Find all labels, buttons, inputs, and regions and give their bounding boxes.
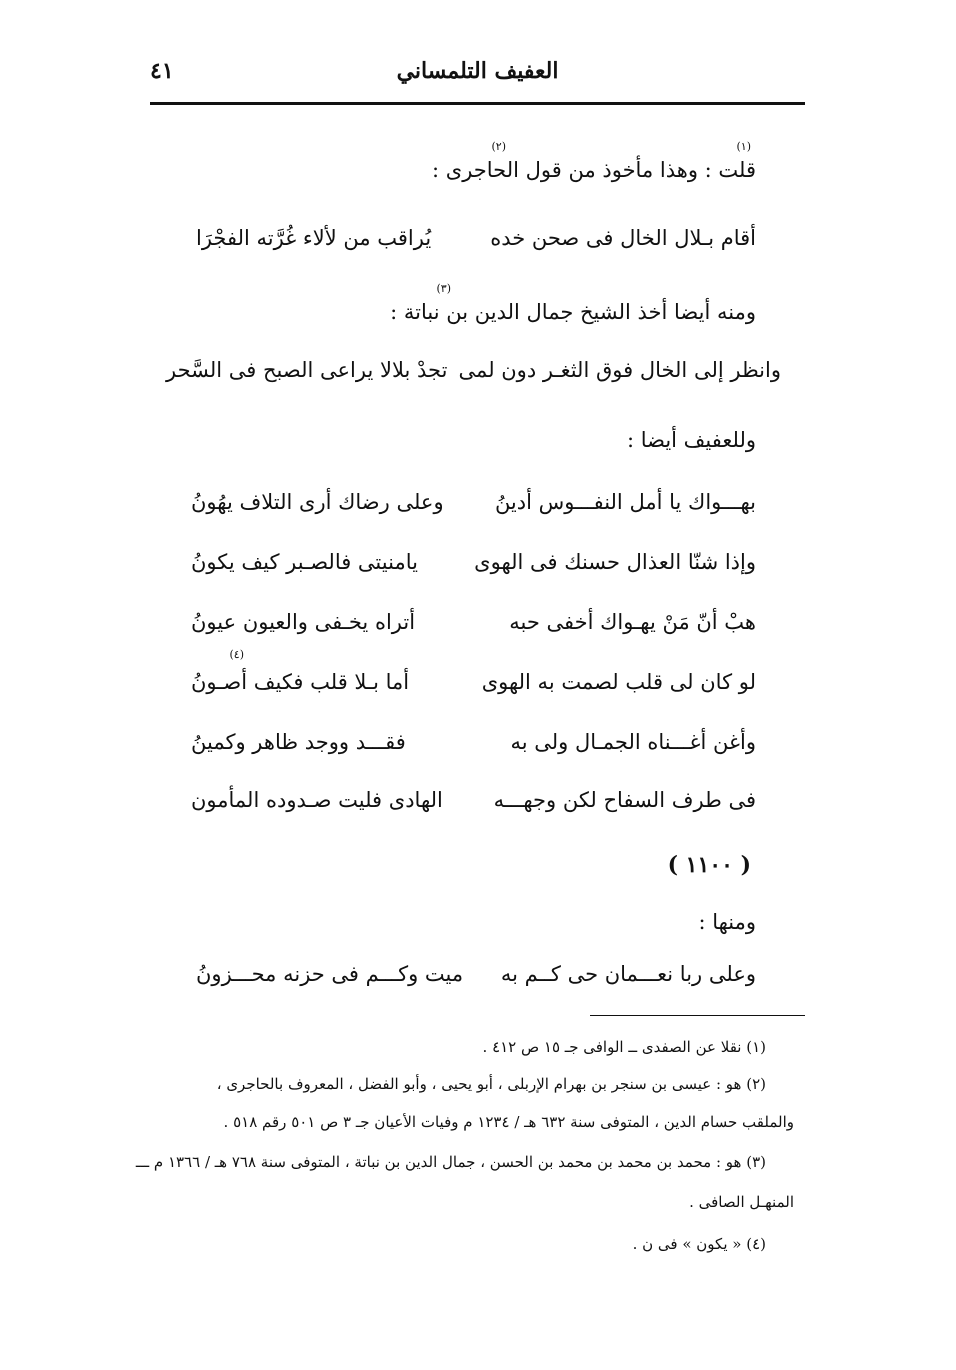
poem-verse-6-first-hemistich: فى طرف السفاح لكن وجهـــه	[493, 788, 756, 812]
verse-1-first-hemistich: أقام بـلال الخال فى صحن خده	[490, 226, 756, 250]
reference-number: ( ١١٠٠ )	[667, 852, 751, 878]
line-3	[627, 428, 756, 452]
poem-verse-2-first-hemistich: وإذا شنّا العذال حسنك فى الهوى	[474, 550, 756, 574]
header-rule	[150, 102, 805, 105]
intro-text: قلت : وهذا مأخوذ من قول الحاجرى :	[432, 158, 756, 182]
verse-3-second-hemistich: ميت وكـــم فى حزنه محـــزونُ	[196, 962, 464, 986]
line-2	[390, 300, 756, 324]
verse-3-first-hemistich: وعلى ربا نعـــمان حى كــم به	[500, 962, 756, 986]
running-title: العفيف التلمساني	[396, 58, 559, 84]
poem-verse-1-first-hemistich: بهـــواك يا أمل النفـــوس أدينُ	[494, 490, 756, 514]
line-3-text: وللعفيف أيضا :	[626, 428, 756, 452]
poem-verse-3	[191, 610, 756, 644]
verse-2-second-hemistich: تجدْ بلالا يراعى الصبح فى السَّحر	[166, 358, 448, 382]
footnote-3: (٣) هو : محمد بن محمد بن محمد بن الحسن ، جمال الدين بن نباتة ، المتوفى سنة ٧٦٨ هـ / ١٣٦٦ م ـــ	[135, 1153, 766, 1171]
poem-verse-5-second-hemistich: فقـــد ووجد ظاهر وكمينُ	[191, 730, 406, 754]
footnote-rule	[590, 1015, 805, 1016]
footnote-4: (٤) « يكون » فى ن .	[632, 1235, 766, 1253]
line-4-text: ومنها :	[698, 910, 756, 934]
footnote-mark-4: (٤)	[229, 648, 244, 661]
poem-verse-3-second-hemistich: أتراه يخـفى والعيون عيونُ	[191, 610, 416, 634]
page-header	[150, 58, 805, 98]
verse-2	[166, 358, 781, 392]
line-2-text: ومنه أيضا أخذ الشيخ جمال الدين بن نباتة :	[390, 300, 756, 324]
poem-verse-5	[191, 730, 756, 764]
verse-1	[196, 226, 756, 260]
footnote-mark-3: (٣)	[436, 282, 451, 295]
footnote-1: (١) نقلا عن الصفدى ــ الوافى جـ ١٥ ص ٤١٢ .	[482, 1038, 766, 1056]
page-number: ٤١	[150, 58, 174, 84]
footnote-3-continued: المنهـل الصافى .	[689, 1193, 794, 1211]
poem-verse-1-second-hemistich: وعلى رضاك أرى التلاف يهُونُ	[191, 490, 444, 514]
footnote-2-continued: والملقب حسام الدين ، المتوفى سنة ٦٣٢ هـ / ١٢٣٤ م وفيات الأعيان جـ ٣ ص ٥٠١ رقم ٥١٨ .	[223, 1113, 794, 1131]
footnote-2: (٢) هو : عيسى بن سنجر بن بهرام الإربلى ، أبو يحيى ، وأبو الفضل ، المعروف بالحاجرى ،	[216, 1075, 766, 1093]
footnote-mark-2: (٢)	[491, 140, 506, 153]
poem-verse-4-first-hemistich: لو كان لى قلب لصمت به الهوى	[481, 670, 756, 694]
poem-verse-6-second-hemistich: الهادى فليت صـدوده المأمون	[191, 788, 443, 812]
verse-2-first-hemistich: وانظر إلى الخال فوق الثغـر دون لمى	[458, 358, 781, 382]
poem-verse-3-first-hemistich: هبْ أنّ مَنْ يهـواك أخفى حبه	[509, 610, 756, 634]
poem-verse-6	[191, 788, 756, 822]
line-4	[698, 910, 756, 934]
poem-verse-4	[191, 670, 756, 704]
intro-line	[432, 158, 756, 182]
poem-verse-4-second-hemistich: أما بـلا قلب فكيف أصـونُ	[191, 670, 410, 694]
poem-verse-2-second-hemistich: يامنيتى فالصـبر كيف يكونُ	[191, 550, 418, 574]
verse-1-second-hemistich: يُراقب من لألاء غُرَّته الفجْرَا	[196, 226, 432, 250]
poem-verse-2	[191, 550, 756, 584]
verse-3	[196, 962, 756, 996]
footnote-mark-1: (١)	[736, 140, 751, 153]
poem-verse-1	[191, 490, 756, 524]
poem-verse-5-first-hemistich: وأغن أغـــناه الجمـال ولى به	[510, 730, 756, 754]
